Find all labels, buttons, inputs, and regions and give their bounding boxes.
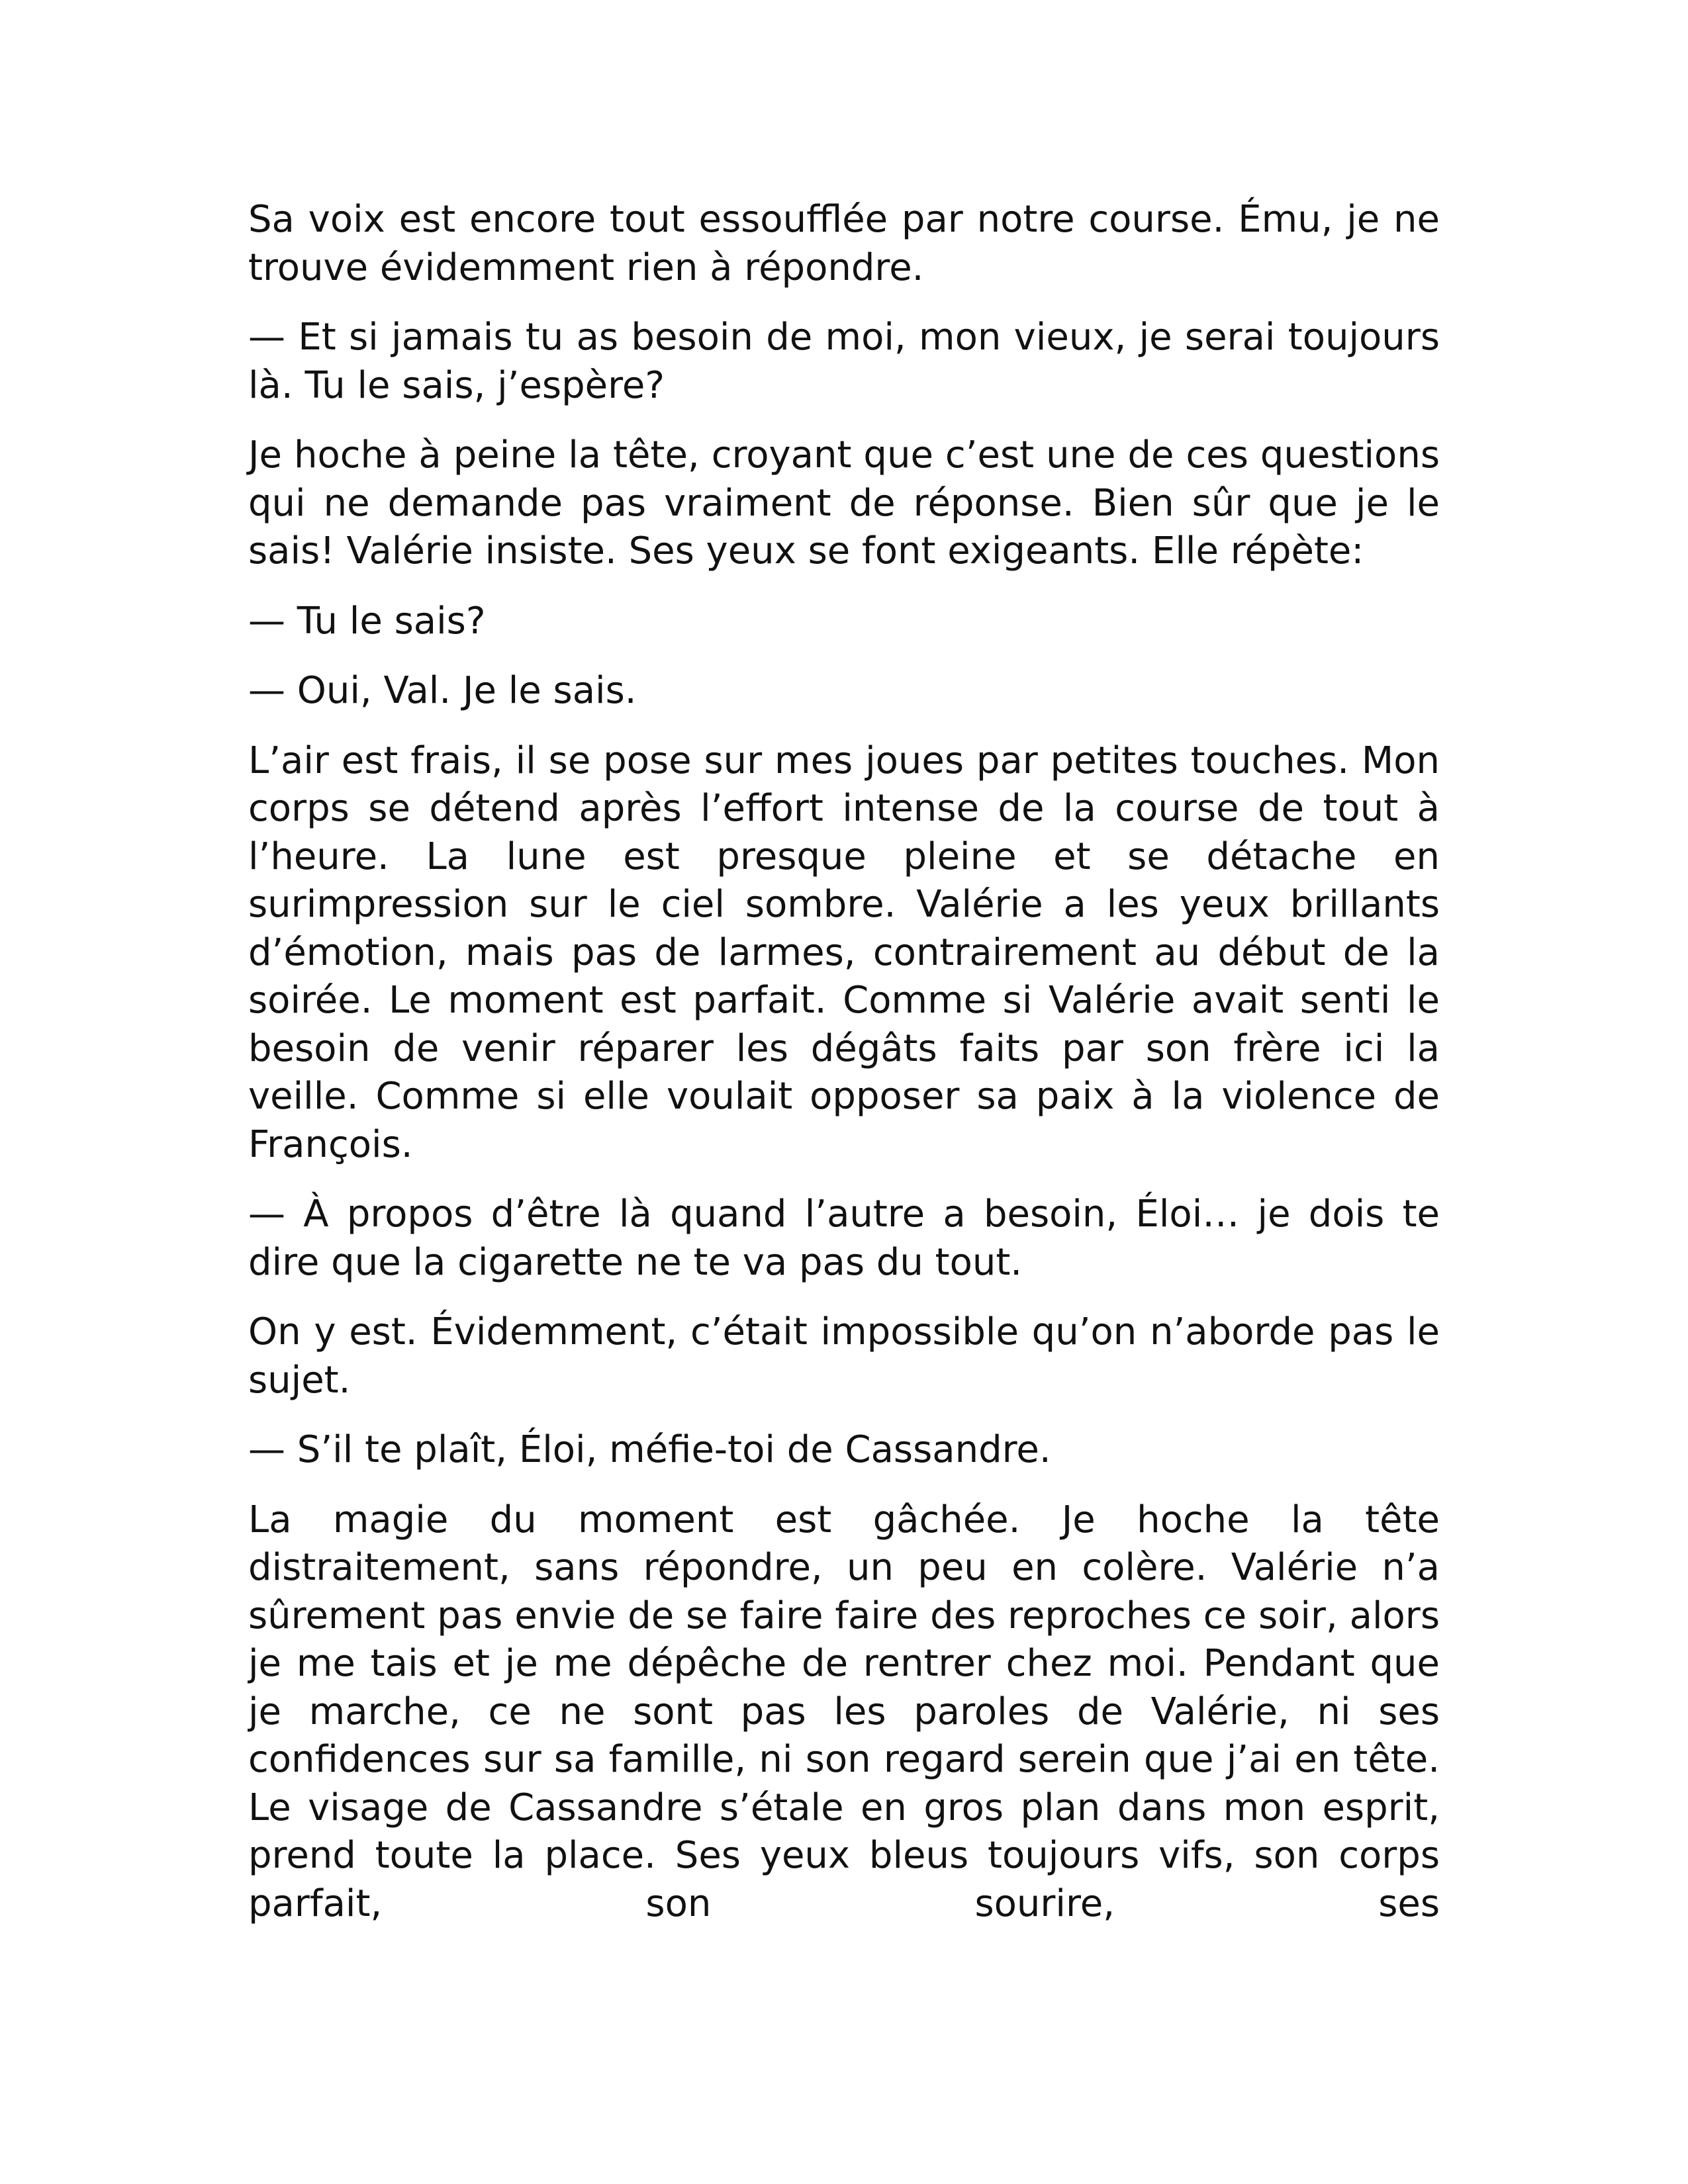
body-text (248, 196, 1440, 1928)
paragraph: Sa voix est encore tout essoufflée par notre course. Ému, je ne trouve évidemment rien à répondre. (248, 198, 1440, 289)
dialogue-line: — À propos d’être là quand l’autre a besoin, Éloi… je dois te dire que la cigarette ne te va pas du tout. (248, 1193, 1440, 1284)
dialogue-line: — Tu le sais? (248, 599, 486, 643)
paragraph: La magie du moment est gâchée. Je hoche la tête distraitement, sans répondre, un peu en colère. Valérie n’a sûrement pas envie de se faire faire des reproches ce soir, alors je me tais et je me dépêche de rentrer chez moi. Pendant que je marche, ce ne sont pas les paroles de Valérie, ni ses confidences sur sa famille, ni son regard serein que j’ai en tête. Le visage de Cassandre s’étale en gros plan dans mon esprit, prend toute la place. Ses yeux bleus toujours vifs, son corps parfait, son sourire, ses (248, 1498, 1440, 1925)
paragraph: Je hoche à peine la tête, croyant que c’est une de ces questions qui ne demande pas vraiment de réponse. Bien sûr que je le sais! Valérie insiste. Ses yeux se font exigeants. Elle répète: (248, 433, 1440, 572)
dialogue-line: — Et si jamais tu as besoin de moi, mon vieux, je serai toujours là. Tu le sais, j’espère? (248, 316, 1440, 407)
paragraph: L’air est frais, il se pose sur mes joues par petites touches. Mon corps se détend après l’effort intense de la course de tout à l’heure. La lune est presque pleine et se détache en surimpression sur le ciel sombre. Valérie a les yeux brillants d’émotion, mais pas de larmes, contrairement au début de la soirée. Le moment est parfait. Comme si Valérie avait senti le besoin de venir réparer les dégâts faits par son frère ici la veille. Comme si elle voulait opposer sa paix à la violence de François. (248, 739, 1440, 1166)
dialogue-line: — Oui, Val. Je le sais. (248, 669, 637, 712)
dialogue-line: — S’il te plaît, Éloi, méfie-toi de Cassandre. (248, 1428, 1051, 1471)
paragraph: On y est. Évidemment, c’était impossible qu’on n’aborde pas le sujet. (248, 1310, 1440, 1402)
